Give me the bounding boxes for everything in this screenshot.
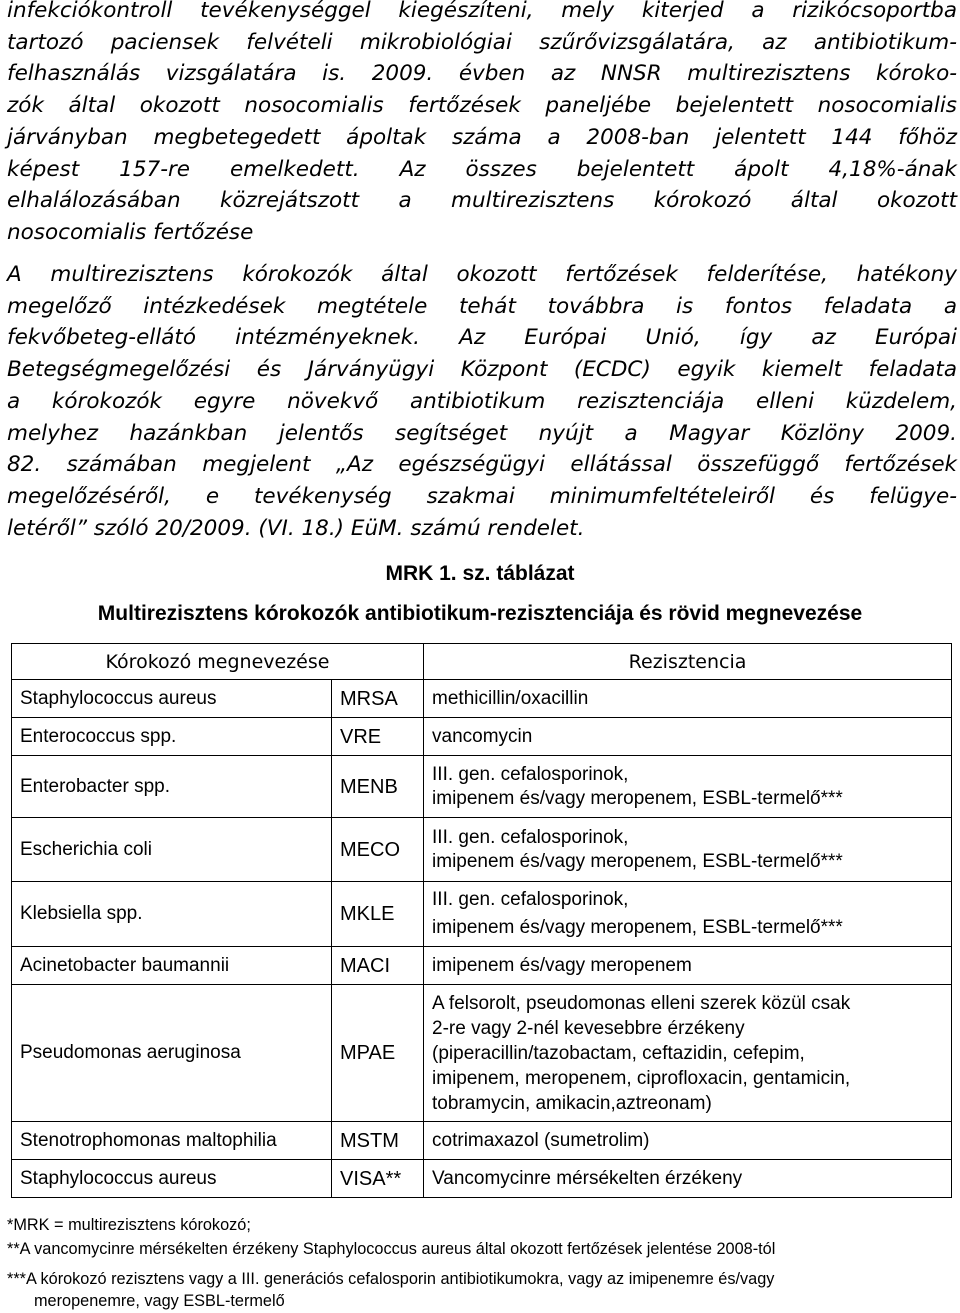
text-line: nosocomialis fertőzése [7, 219, 254, 245]
resistance-line: A felsorolt, pseudomonas elleni szerek közül csak [432, 992, 851, 1014]
text-line: A multirezisztens kórokozók által okozott fertőzések felderítése, hatékony [7, 262, 957, 287]
resistance-line: (piperacillin/tazobactam, ceftazidin, cefepim, [432, 1042, 805, 1064]
text-line: Betegségmegelőzési és Járványügyi Központ (ECDC) egyik kiemelt feladata [7, 357, 957, 383]
pathogen-cell: Pseudomonas aeruginosa [12, 985, 332, 1122]
table-id: MRK 1. sz. táblázat [385, 562, 575, 585]
resistance-line: III. gen. cefalosporinok, [432, 889, 629, 910]
resistance-line: 2-re vagy 2-nél kevesebbre érzékeny [432, 1017, 745, 1039]
text-line: felhasználás vizsgálatára is. 2009. évben az NNSR multirezisztens kóroko- [7, 61, 957, 87]
table-row [12, 680, 952, 718]
text-line: a kórokozók egyre növekvő antibiotikum rezisztenciája elleni küzdelem, [7, 388, 957, 414]
resistance-line: III. gen. cefalosporinok, [432, 763, 629, 785]
text-line: tartozó paciensek felvételi mikrobiológiai szűrővizsgálatára, az antibiotikum- [7, 29, 957, 55]
code-cell: MRSA [332, 680, 424, 718]
pathogen-cell: Escherichia coli [12, 818, 332, 882]
header-pathogen: Kórokozó megnevezése [12, 644, 424, 680]
table-row [12, 756, 952, 818]
pathogen-cell: Stenotrophomonas maltophilia [12, 1122, 332, 1160]
resistance-line: cotrimaxazol (sumetrolim) [432, 1129, 650, 1151]
resistance-line: imipenem és/vagy meropenem, ESBL-termelő*** [432, 787, 843, 809]
header-resistance: Rezisztencia [424, 644, 952, 680]
text-line: megelőző intézkedések megtétele tehát továbbra is fontos feladata a [7, 293, 957, 319]
resistance-line: imipenem és/vagy meropenem [432, 954, 692, 976]
resistance-line: imipenem, meropenem, ciprofloxacin, gentamicin, [432, 1067, 851, 1089]
resistance-cell [424, 882, 952, 947]
resistance-line: imipenem és/vagy meropenem, ESBL-termelő*** [432, 917, 843, 938]
table-row [12, 1160, 952, 1198]
resistance-line: vancomycin [432, 725, 533, 747]
pathogen-cell: Staphylococcus aureus [12, 680, 332, 718]
text-line: járványban megbetegedett ápoltak száma a 2008-ban jelentett 144 főhöz [7, 124, 957, 150]
code-cell: MSTM [332, 1122, 424, 1160]
resistance-cell [424, 680, 952, 718]
footnotes [7, 1214, 952, 1312]
pathogen-cell: Klebsiella spp. [12, 882, 332, 947]
pathogen-cell: Enterobacter spp. [12, 756, 332, 818]
table-title: Multirezisztens kórokozók antibiotikum-rezisztenciája és rövid megnevezése [97, 602, 863, 625]
code-cell: MPAE [332, 985, 424, 1122]
resistance-table [11, 643, 952, 1198]
code-cell: VRE [332, 718, 424, 756]
pathogen-cell: Enterococcus spp. [12, 718, 332, 756]
table-row [12, 1122, 952, 1160]
text-line: zók által okozott nosocomialis fertőzések paneljébe bejelentett nosocomialis [7, 93, 957, 119]
footnote-2: **A vancomycinre mérsékelten érzékeny Staphylococcus aureus által okozott fertőzések jelentése 2008-tól [7, 1240, 776, 1258]
resistance-cell [424, 718, 952, 756]
text-line: infekciókontroll tevékenységgel kiegészíteni, mely kiterjed a rizikócsoportba [7, 0, 957, 23]
resistance-line: methicillin/oxacillin [432, 687, 589, 709]
table-row [12, 947, 952, 985]
resistance-line: Vancomycinre mérsékelten érzékeny [432, 1167, 743, 1189]
pathogen-cell: Acinetobacter baumannii [12, 947, 332, 985]
code-cell: MACI [332, 947, 424, 985]
resistance-cell [424, 818, 952, 882]
text-line: 82. számában megjelent „Az egészségügyi ellátással összefüggő fertőzések [7, 452, 957, 478]
table-row [12, 718, 952, 756]
resistance-cell [424, 1160, 952, 1198]
resistance-line: imipenem és/vagy meropenem, ESBL-termelő*** [432, 850, 843, 872]
table-row [12, 818, 952, 882]
table-row [12, 882, 952, 947]
table-header-row [12, 644, 952, 680]
code-cell: MECO [332, 818, 424, 882]
text-line: melyhez hazánkban jelentős segítséget nyújt a Magyar Közlöny 2009. [7, 420, 957, 446]
table-row [12, 985, 952, 1122]
footnote-3: ***A kórokozó rezisztens vagy a III. generációs cefalosporin antibiotikumokra, vagy az imipenemre és/vagy [7, 1270, 775, 1288]
text-line: fekvőbeteg-ellátó intézményeknek. Az Európai Unió, így az Európai [7, 325, 957, 351]
footnote-3-cont: meropenemre, vagy ESBL-termelő [34, 1292, 285, 1310]
text-line: elhalálozásában közrejátszott a multirezisztens kórokozó által okozott [7, 188, 957, 214]
paragraph-intro [7, 0, 957, 249]
code-cell: VISA** [332, 1160, 424, 1198]
resistance-line: III. gen. cefalosporinok, [432, 826, 629, 848]
text-line: megelőzéséről, e tevékenység szakmai minimumfeltételeiről és felügye- [7, 483, 957, 509]
code-cell: MENB [332, 756, 424, 818]
paragraph-main [7, 259, 957, 544]
resistance-cell [424, 985, 952, 1122]
resistance-cell [424, 947, 952, 985]
text-line: letéről” szóló 20/2009. (VI. 18.) EüM. számú rendelet. [7, 515, 585, 541]
resistance-line: tobramycin, amikacin,aztreonam) [432, 1092, 712, 1114]
pathogen-cell: Staphylococcus aureus [12, 1160, 332, 1198]
resistance-cell [424, 1122, 952, 1160]
text-line: képest 157-re emelkedett. Az összes bejelentett ápolt 4,18%-ának [7, 156, 957, 182]
footnote-1: *MRK = multirezisztens kórokozó; [7, 1216, 251, 1234]
resistance-cell [424, 756, 952, 818]
code-cell: MKLE [332, 882, 424, 947]
